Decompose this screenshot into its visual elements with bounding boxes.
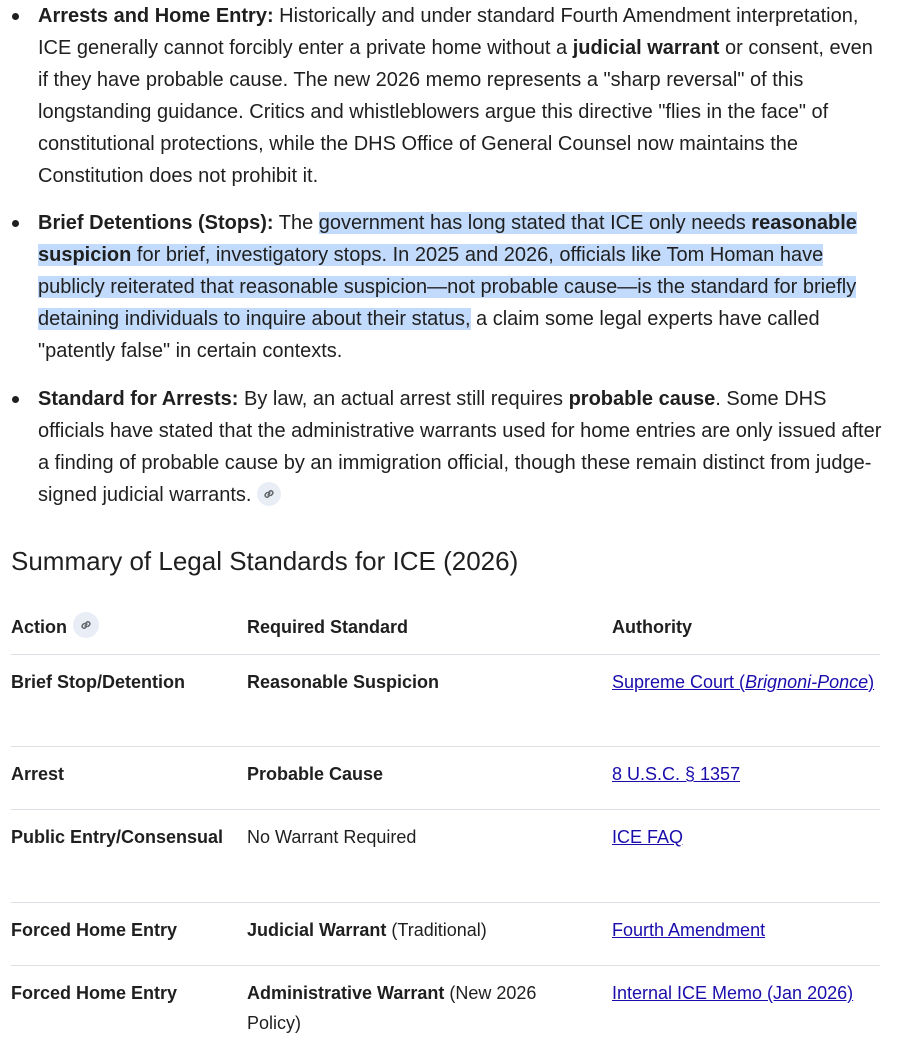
table-row [11, 810, 880, 903]
section-heading: Summary of Legal Standards for ICE (2026) [11, 546, 519, 576]
authority-link[interactable] [612, 672, 874, 692]
bullet-label: Brief Detentions (Stops): [38, 212, 274, 234]
table-row [11, 747, 880, 810]
authority-cell [612, 667, 880, 697]
standard-note: (Traditional) [386, 920, 487, 940]
header-cell [11, 612, 231, 642]
bullet-bold-term: reasonable suspicion [38, 212, 857, 266]
highlighted-text: government has long stated that ICE only needs [318, 212, 752, 234]
header-label: Action [11, 617, 67, 637]
bullet-arrests-home-entry [38, 0, 888, 192]
link-icon [262, 487, 276, 501]
authority-text: ) [868, 672, 875, 692]
header-cell: Required Standard [247, 617, 409, 637]
bullet-label: Arrests and Home Entry: [38, 5, 274, 27]
bullet-standard-arrests [38, 383, 888, 511]
standard-cell [247, 759, 587, 789]
standard-bold: Judicial Warrant [247, 920, 387, 940]
standard-bold: Reasonable Suspicion [247, 672, 440, 692]
bullet-brief-detentions [38, 207, 888, 367]
action-cell: Arrest [11, 764, 65, 784]
authority-link[interactable]: 8 U.S.C. § 1357 [612, 764, 741, 784]
bullet-bold-term: judicial warrant [572, 37, 720, 59]
source-link-chip[interactable] [257, 482, 281, 506]
table-header-row [11, 600, 880, 655]
authority-cell [612, 759, 880, 789]
link-icon [79, 618, 93, 632]
table-row [11, 655, 880, 747]
authority-case-name: Brignoni-Ponce [745, 672, 869, 692]
authority-link[interactable]: Fourth Amendment [612, 920, 766, 940]
bullet-label: Standard for Arrests: [38, 388, 239, 410]
bullet-text: By law, an actual arrest still requires [238, 388, 569, 410]
highlighted-text: for brief, investigatory stops. In 2025 and 2026, officials like Tom Homan have publicly reiterated that reasonable suspicion—not probable cause—is the standard for briefly detaining individuals to inquire about their status, [38, 244, 857, 330]
bullet-text: Historically and under standard Fourth Amendment interpretation, ICE generally cannot forcibly enter a private home without a [38, 5, 859, 59]
standard-cell [247, 915, 587, 945]
standard-bold: Administrative Warrant [247, 983, 445, 1003]
bullet-text: . Some DHS officials have stated that the administrative warrants used for home entries are only issued after a finding of probable cause by an immigration official, though these remain distinct from judge-signed judicial warrants. [38, 388, 882, 506]
standard-cell [247, 667, 587, 697]
action-cell: Forced Home Entry [11, 920, 178, 940]
standard-cell [247, 978, 587, 1038]
authority-cell [612, 978, 880, 1008]
action-cell: Public Entry/Consensual [11, 827, 224, 847]
legal-standards-table [11, 600, 880, 1048]
authority-cell [612, 822, 880, 852]
action-cell: Forced Home Entry [11, 983, 178, 1003]
table-row [11, 966, 880, 1048]
bullet-bold-term: probable cause [568, 388, 716, 410]
authority-cell [612, 915, 880, 945]
bullet-text: a claim some legal experts have called "patently false" in certain contexts. [38, 308, 820, 362]
authority-link[interactable]: Internal ICE Memo (Jan 2026) [612, 983, 854, 1003]
standard-bold: Probable Cause [247, 764, 384, 784]
standard-note: (New 2026 Policy) [247, 983, 537, 1033]
action-cell: Brief Stop/Detention [11, 672, 185, 692]
bullet-text: The [273, 212, 319, 234]
bullet-text: or consent, even if they have probable cause. The new 2026 memo represents a "sharp reversal" of this longstanding guidance. Critics and whistleblowers argue this directive "flies in the face" of constitutional protections, while the DHS Office of General Counsel now maintains the Constitution does not prohibit it. [38, 37, 873, 187]
header-cell: Authority [612, 617, 692, 637]
standard-cell: No Warrant Required [247, 827, 417, 847]
table-link-chip[interactable] [73, 612, 99, 638]
authority-text: Supreme Court ( [612, 672, 746, 692]
table-row [11, 903, 880, 966]
authority-link[interactable]: ICE FAQ [612, 827, 684, 847]
